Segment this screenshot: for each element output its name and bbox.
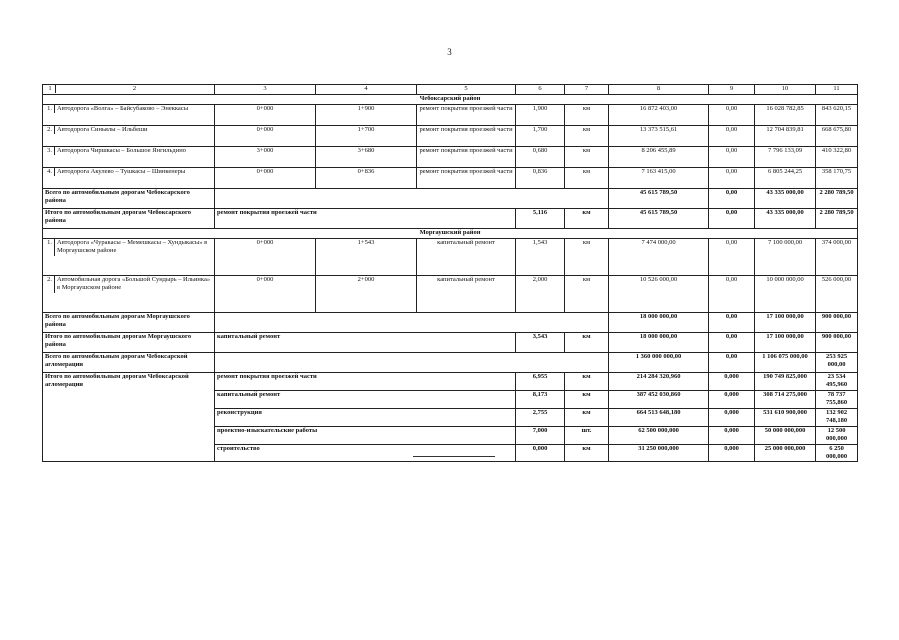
table-cell: 2,000 bbox=[516, 276, 565, 313]
table-cell: 190 749 825,000 bbox=[755, 373, 816, 391]
table-cell: 1+700 bbox=[316, 126, 417, 147]
table-cell: 358 170,75 bbox=[816, 168, 858, 189]
table-cell: 2+000 bbox=[316, 276, 417, 313]
total-row bbox=[43, 353, 858, 373]
table-cell: 43 335 000,00 bbox=[755, 209, 816, 229]
table-cell: 0,00 bbox=[709, 353, 755, 373]
table-cell: км bbox=[565, 105, 609, 126]
table-cell: капитальный ремонт bbox=[417, 239, 516, 276]
table-cell: км bbox=[565, 373, 609, 391]
page-number: 3 bbox=[447, 47, 452, 57]
table-cell: 10 526 000,00 bbox=[609, 276, 709, 313]
table-cell: км bbox=[565, 147, 609, 168]
table-cell: 900 000,00 bbox=[816, 313, 858, 333]
table-cell: 18 000 000,00 bbox=[609, 313, 709, 333]
table-cell bbox=[43, 126, 215, 147]
table-cell: 0,000 bbox=[516, 444, 565, 462]
table-cell: 843 620,15 bbox=[816, 105, 858, 126]
table-cell: 50 000 000,000 bbox=[755, 426, 816, 444]
table-cell: 214 284 320,960 bbox=[609, 373, 709, 391]
table-cell bbox=[43, 276, 215, 313]
col-header: 3 bbox=[215, 85, 316, 95]
table-cell: км bbox=[565, 333, 609, 353]
table-cell: 17 100 000,00 bbox=[755, 333, 816, 353]
table-row bbox=[43, 126, 858, 147]
table-cell: 16 872 403,00 bbox=[609, 105, 709, 126]
table-cell bbox=[43, 168, 215, 189]
table-cell: капитальный ремонт bbox=[417, 276, 516, 313]
table-cell: 10 000 000,00 bbox=[755, 276, 816, 313]
road-works-table bbox=[42, 84, 858, 462]
col-header: 5 bbox=[417, 85, 516, 95]
table-cell: 0,836 bbox=[516, 168, 565, 189]
table-cell: 0+836 bbox=[316, 168, 417, 189]
row-number: 1. bbox=[47, 239, 52, 246]
table-cell: ремонт покрытия проезжей части bbox=[215, 373, 516, 391]
table-cell bbox=[215, 353, 609, 373]
table-cell bbox=[43, 147, 215, 168]
table-cell: 0,000 bbox=[709, 426, 755, 444]
row-number: 2. bbox=[47, 126, 52, 133]
table-cell: 6,955 bbox=[516, 373, 565, 391]
table-row bbox=[43, 239, 858, 276]
table-cell: 0+000 bbox=[215, 105, 316, 126]
table-cell: капитальный ремонт bbox=[215, 333, 516, 353]
total-row bbox=[43, 313, 858, 333]
table-cell: 8 206 455,89 bbox=[609, 147, 709, 168]
table-cell: 2,755 bbox=[516, 408, 565, 426]
row-number: 2. bbox=[47, 276, 52, 283]
table-cell: 0,00 bbox=[709, 168, 755, 189]
table-cell: реконструкция bbox=[215, 408, 516, 426]
table-cell: 0+000 bbox=[215, 276, 316, 313]
table-cell bbox=[43, 239, 215, 276]
road-name: Автодорога «Чуракасы – Мемешкасы – Хундыкасы» в Моргаушском районе bbox=[54, 239, 211, 256]
table-row bbox=[43, 168, 858, 189]
table-cell: 7,000 bbox=[516, 426, 565, 444]
col-header: 11 bbox=[816, 85, 858, 95]
table-cell: км bbox=[565, 239, 609, 276]
table-cell: 132 902 748,180 bbox=[816, 408, 858, 426]
section-header bbox=[43, 229, 858, 239]
road-name: Автодорога Акулево – Тушкасы – Шинкенеры bbox=[54, 168, 211, 176]
table-cell: 12 704 839,81 bbox=[755, 126, 816, 147]
col-header: 10 bbox=[755, 85, 816, 95]
section-header bbox=[43, 95, 858, 105]
table-cell: 45 615 789,50 bbox=[609, 209, 709, 229]
table-cell: 16 028 782,85 bbox=[755, 105, 816, 126]
total-row bbox=[43, 373, 858, 391]
table-cell: 1 106 075 000,00 bbox=[755, 353, 816, 373]
col-header bbox=[43, 85, 215, 95]
table-cell: Всего по автомобильным дорогам Чебоксарского района bbox=[43, 189, 215, 209]
road-name: Автодорога «Волга» – Байсубаково – Энеккасы bbox=[54, 105, 211, 113]
table-cell: Всего по автомобильным дорогам Моргаушского района bbox=[43, 313, 215, 333]
table-cell: 0,00 bbox=[709, 126, 755, 147]
table-cell: 31 250 000,000 bbox=[609, 444, 709, 462]
table-cell: Всего по автомобильным дорогам Чебоксарской агломерации bbox=[43, 353, 215, 373]
col-header: 6 bbox=[516, 85, 565, 95]
table-cell: 0,000 bbox=[709, 444, 755, 462]
table-cell: 12 500 000,000 bbox=[816, 426, 858, 444]
total-row bbox=[43, 209, 858, 229]
table-cell: Итого по автомобильным дорогам Чебоксарского района bbox=[43, 209, 215, 229]
table-cell bbox=[43, 105, 215, 126]
table-cell: 45 615 789,50 bbox=[609, 189, 709, 209]
table-cell: 2 280 789,50 bbox=[816, 209, 858, 229]
table-cell: ремонт покрытия проезжей части bbox=[417, 147, 516, 168]
row-number: 1. bbox=[47, 105, 52, 112]
table-cell: ремонт покрытия проезжей части bbox=[215, 209, 516, 229]
row-number: 2 bbox=[55, 85, 212, 93]
table-row bbox=[43, 147, 858, 168]
total-row bbox=[43, 333, 858, 353]
table-cell: км bbox=[565, 390, 609, 408]
road-name: Автодорога Чиршкасы – Большое Янгильдино bbox=[54, 147, 211, 155]
table-cell: 18 000 000,00 bbox=[609, 333, 709, 353]
table-cell: км bbox=[565, 126, 609, 147]
row-number: 4. bbox=[47, 168, 52, 175]
table-cell: 0,000 bbox=[709, 408, 755, 426]
table-cell: 1+900 bbox=[316, 105, 417, 126]
table-cell: км bbox=[565, 209, 609, 229]
col-header: 7 bbox=[565, 85, 609, 95]
table-cell: 1,900 bbox=[516, 105, 565, 126]
table-cell bbox=[215, 313, 609, 333]
road-name: Автомобильная дорога «Большой Сундырь – Ильинка» в Моргаушском районе bbox=[54, 276, 211, 293]
table-cell: 668 675,80 bbox=[816, 126, 858, 147]
table-cell: 526 000,00 bbox=[816, 276, 858, 313]
table-cell: 387 452 030,860 bbox=[609, 390, 709, 408]
table-cell: 0,000 bbox=[709, 390, 755, 408]
table-cell: Итого по автомобильным дорогам Чебоксарской агломерации bbox=[43, 373, 215, 462]
table-cell: проектно-изыскательские работы bbox=[215, 426, 516, 444]
table-cell: шт. bbox=[565, 426, 609, 444]
table-cell: ремонт покрытия проезжей части bbox=[417, 168, 516, 189]
table-cell: 0,00 bbox=[709, 209, 755, 229]
table-cell: 43 335 000,00 bbox=[755, 189, 816, 209]
table-cell: 6 250 000,000 bbox=[816, 444, 858, 462]
table-cell: 0,00 bbox=[709, 276, 755, 313]
table-cell: 17 100 000,00 bbox=[755, 313, 816, 333]
table-cell: км bbox=[565, 276, 609, 313]
table-row bbox=[43, 105, 858, 126]
table-cell: 13 373 515,61 bbox=[609, 126, 709, 147]
table-cell: 0,000 bbox=[709, 373, 755, 391]
table-cell: 0+000 bbox=[215, 168, 316, 189]
table-cell: 3+000 bbox=[215, 147, 316, 168]
table-cell: ремонт покрытия проезжей части bbox=[417, 126, 516, 147]
table-cell: 1,543 bbox=[516, 239, 565, 276]
table-cell: 0,00 bbox=[709, 189, 755, 209]
table-cell: 25 000 000,000 bbox=[755, 444, 816, 462]
col-header: 9 bbox=[709, 85, 755, 95]
table-cell: 0,00 bbox=[709, 313, 755, 333]
table-cell: 0,00 bbox=[709, 147, 755, 168]
table-cell: 23 534 495,960 bbox=[816, 373, 858, 391]
table-cell: 0,00 bbox=[709, 333, 755, 353]
table-cell: 7 796 133,09 bbox=[755, 147, 816, 168]
table-cell: 0,00 bbox=[709, 239, 755, 276]
table-cell: км bbox=[565, 444, 609, 462]
table-cell: 1 360 000 000,00 bbox=[609, 353, 709, 373]
table-cell: 3,543 bbox=[516, 333, 565, 353]
table-cell: 1+543 bbox=[316, 239, 417, 276]
row-number: 1 bbox=[48, 85, 52, 92]
end-of-document-line bbox=[413, 456, 495, 457]
table-cell: 1,700 bbox=[516, 126, 565, 147]
table-cell: 5,116 bbox=[516, 209, 565, 229]
table-cell: км bbox=[565, 408, 609, 426]
table-cell: 664 513 648,180 bbox=[609, 408, 709, 426]
table-cell: 531 610 900,000 bbox=[755, 408, 816, 426]
table-cell: 374 000,00 bbox=[816, 239, 858, 276]
table-cell: ремонт покрытия проезжей части bbox=[417, 105, 516, 126]
col-header: 4 bbox=[316, 85, 417, 95]
table-cell: Итого по автомобильным дорогам Моргаушского района bbox=[43, 333, 215, 353]
total-row bbox=[43, 189, 858, 209]
table-cell: 308 714 275,000 bbox=[755, 390, 816, 408]
table-cell: 0,00 bbox=[709, 105, 755, 126]
section-title-cheboksary: Чебоксарский район bbox=[43, 95, 858, 105]
table-cell: 62 500 000,000 bbox=[609, 426, 709, 444]
row-number: 3. bbox=[47, 147, 52, 154]
table-cell: 7 163 415,00 bbox=[609, 168, 709, 189]
table-cell: км bbox=[565, 168, 609, 189]
table-cell: 6 805 244,25 bbox=[755, 168, 816, 189]
table-cell: 900 000,00 bbox=[816, 333, 858, 353]
header-row bbox=[43, 85, 858, 95]
road-name: Автодорога Синьялы – Ильбеши bbox=[54, 126, 211, 134]
table-cell: 410 322,80 bbox=[816, 147, 858, 168]
col-header: 8 bbox=[609, 85, 709, 95]
table-cell: 0,680 bbox=[516, 147, 565, 168]
table-cell: 2 280 789,50 bbox=[816, 189, 858, 209]
section-title-morgaushi: Моргаушский район bbox=[43, 229, 858, 239]
table-cell: 7 474 000,00 bbox=[609, 239, 709, 276]
table-row bbox=[43, 276, 858, 313]
table-cell bbox=[215, 189, 609, 209]
table-cell: 7 100 000,00 bbox=[755, 239, 816, 276]
table-cell: 253 925 000,00 bbox=[816, 353, 858, 373]
table-cell: 0+000 bbox=[215, 126, 316, 147]
table-cell: 8,173 bbox=[516, 390, 565, 408]
table-cell: строительство bbox=[215, 444, 516, 462]
table-cell: 3+680 bbox=[316, 147, 417, 168]
table-cell: 78 737 755,860 bbox=[816, 390, 858, 408]
table-cell: 0+000 bbox=[215, 239, 316, 276]
table-cell: капитальный ремонт bbox=[215, 390, 516, 408]
